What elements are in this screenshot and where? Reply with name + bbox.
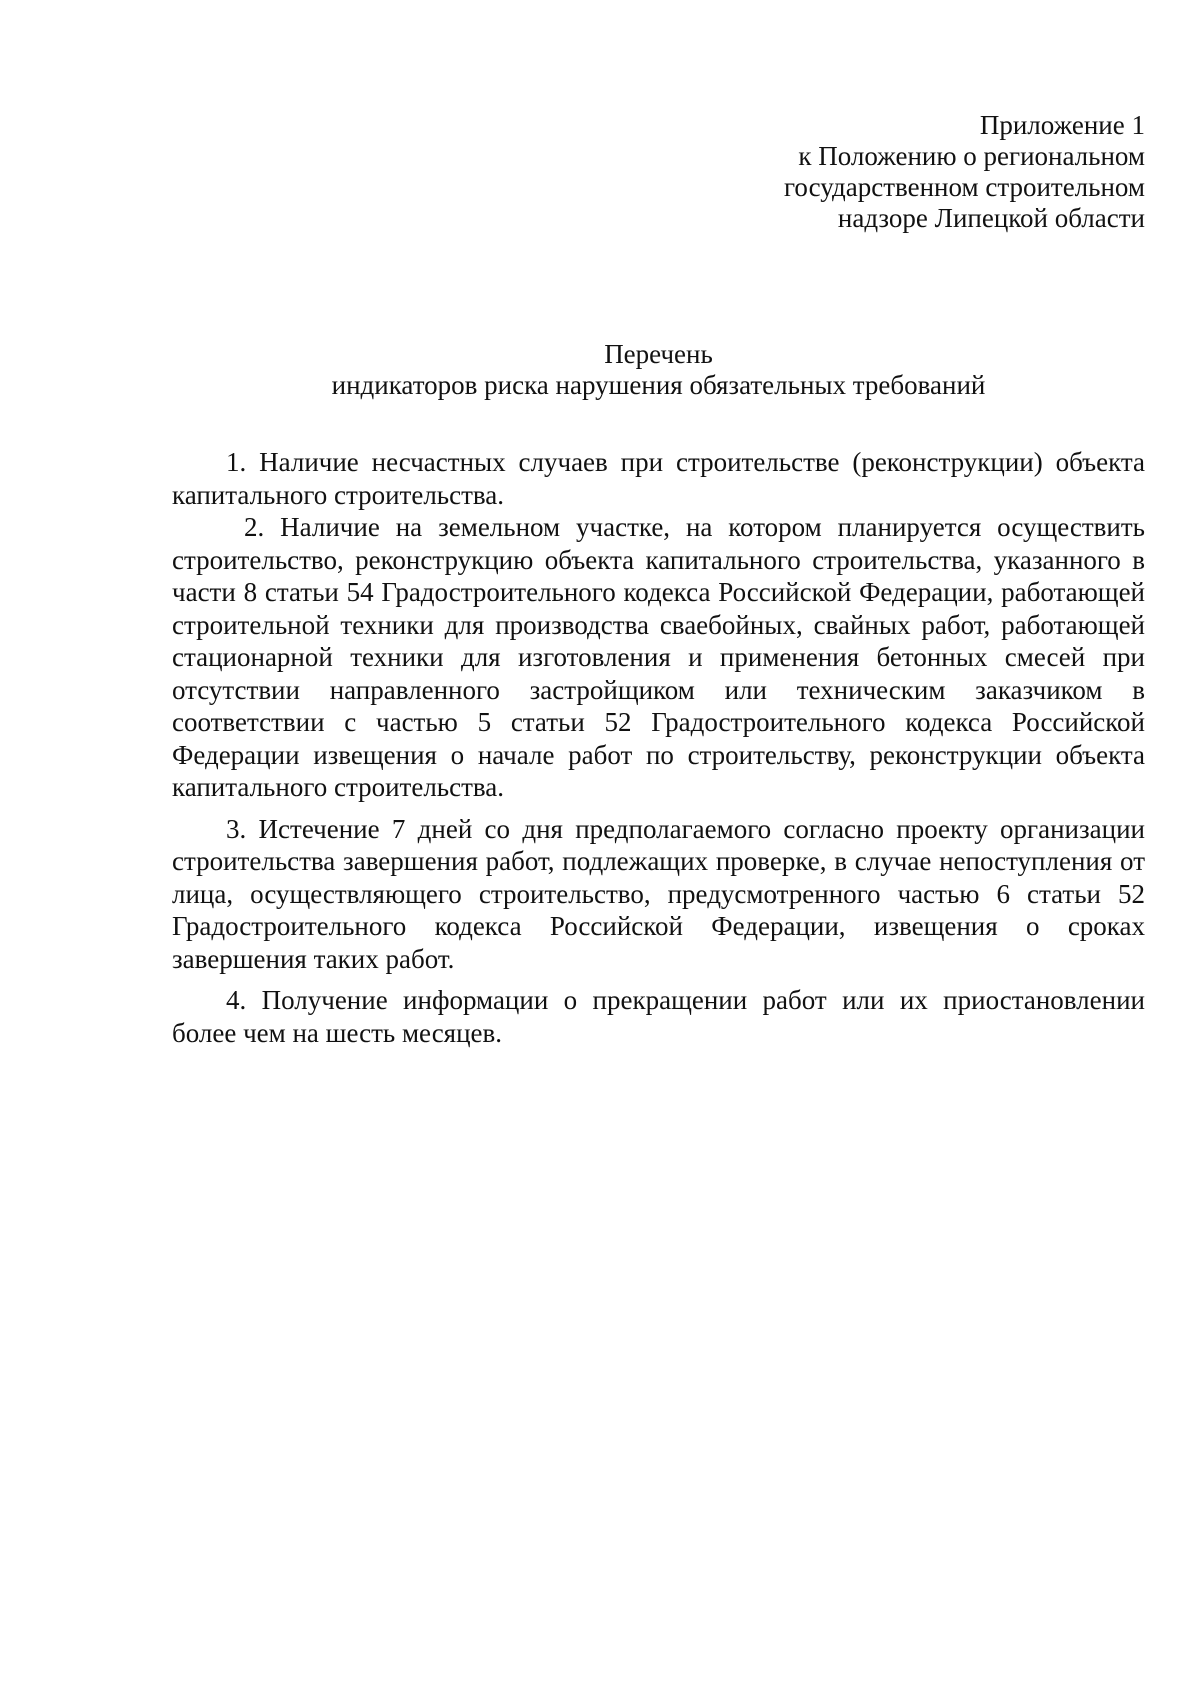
appendix-line-supervision: государственном строительном bbox=[784, 172, 1145, 202]
document-title bbox=[172, 339, 1145, 401]
risk-indicator-list bbox=[172, 446, 1145, 1049]
title-heading: Перечень bbox=[604, 339, 713, 369]
appendix-number: Приложение 1 bbox=[979, 110, 1145, 140]
list-item-3: 3. Истечение 7 дней со дня предполагаемого согласно проекту организации строительства завершения работ, подлежащих проверке, в случае непоступления от лица, осуществляющего строительство, предусмотренного частью 6 статьи 52 Градостроительного кодекса Российской Федерации, извещения о сроках завершения таких работ. bbox=[172, 813, 1145, 974]
list-item-4: 4. Получение информации о прекращении работ или их приостановлении более чем на шесть месяцев. bbox=[172, 985, 1145, 1048]
appendix-line-regulation: к Положению о региональном bbox=[798, 141, 1145, 171]
list-item-1: 1. Наличие несчастных случаев при строительстве (реконструкции) объекта капитального строительства. bbox=[172, 447, 1145, 510]
appendix-reference bbox=[725, 110, 1145, 234]
list-item-2: 2. Наличие на земельном участке, на котором планируется осуществить строительство, реконструкцию объекта капитального строительства, указанного в части 8 статьи 54 Градостроительного кодекса Российской Федерации, работающей строительной техники для производства сваебойных, свайных работ, работающей стационарной техники для изготовления и применения бетонных смесей при отсутствии направленного застройщиком или техническим заказчиком в соответствии с частью 5 статьи 52 Градостроительного кодекса Российской Федерации извещения о начале работ по строительству, реконструкции объекта капитального строительства. bbox=[172, 512, 1145, 802]
title-subheading: индикаторов риска нарушения обязательных требований bbox=[331, 370, 986, 400]
appendix-line-region: надзоре Липецкой области bbox=[837, 203, 1145, 233]
